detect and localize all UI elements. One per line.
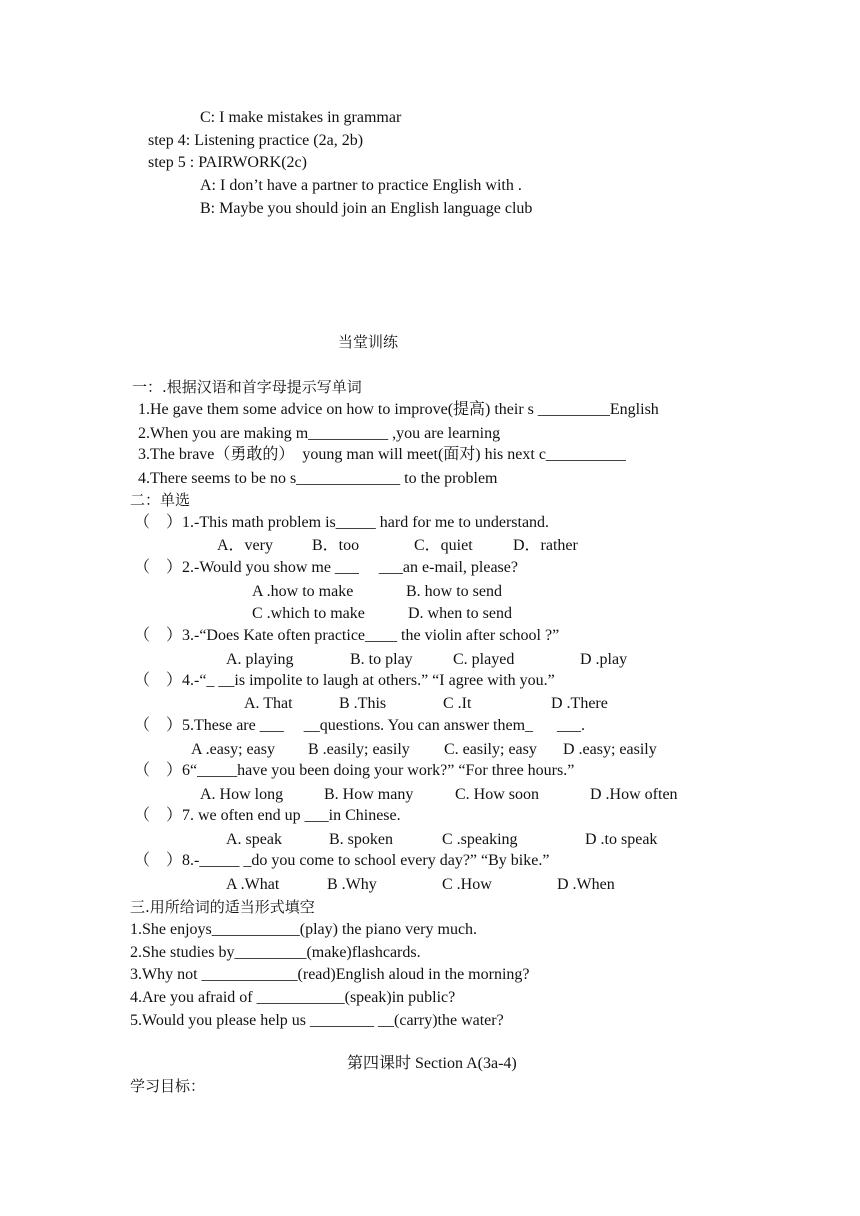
text-line: step 5 : PAIRWORK(2c) [148, 154, 307, 171]
part2-heading: 二：单选 [130, 491, 191, 509]
fill-item: 4.Are you afraid of ___________(speak)in public? [130, 989, 456, 1006]
mcq-option: A. playing [226, 651, 294, 668]
mcq-option: A. How long [200, 786, 284, 803]
mcq-option: B .This [339, 695, 387, 712]
fill-item: 2.She studies by_________(make)flashcards. [130, 944, 421, 961]
mcq-option: C .It [443, 695, 472, 712]
lesson-title: 第四课时 Section A(3a-4) [347, 1055, 517, 1072]
mcq-option: C. played [453, 651, 515, 668]
question-line: 1.He gave them some advice on how to improve(提高) their s _________English [138, 401, 659, 418]
mcq-option: B. spoken [329, 831, 393, 848]
fill-item: 1.She enjoys___________(play) the piano very much. [130, 921, 478, 938]
mcq-option: D .easy; easily [563, 741, 657, 758]
mcq-option: D．rather [513, 537, 578, 554]
part3-heading: 三.用所给词的适当形式填空 [130, 898, 315, 916]
mcq-option: A. speak [226, 831, 282, 848]
mcq-option: A .easy; easy [191, 741, 275, 758]
mcq-option: C. easily; easy [444, 741, 537, 758]
question-line: 4.There seems to be no s_____________ to the problem [138, 470, 498, 487]
section-title: 当堂训练 [338, 333, 399, 351]
text-line: B: Maybe you should join an English language club [200, 200, 533, 217]
mcq-option: D .play [580, 651, 628, 668]
mcq-stem: （ ）5.These are ___ __questions. You can answer them_ ___. [134, 717, 586, 734]
mcq-option: B. How many [324, 786, 414, 803]
mcq-option: C .speaking [442, 831, 518, 848]
mcq-option: A．very [217, 537, 273, 554]
mcq-option: C. How soon [455, 786, 540, 803]
fill-item: 3.Why not ____________(read)English aloud in the morning? [130, 966, 530, 983]
objectives-label: 学习目标： [130, 1077, 206, 1095]
mcq-stem: （ ）2.-Would you show me ___ ___an e-mail, please? [134, 559, 518, 576]
mcq-stem: （ ）7. we often end up ___in Chinese. [134, 807, 401, 824]
mcq-option: B .easily; easily [308, 741, 410, 758]
fill-item: 5.Would you please help us ________ __(carry)the water? [130, 1012, 504, 1029]
mcq-stem: （ ）3.-“Does Kate often practice____ the violin after school ?” [134, 627, 560, 644]
mcq-option: A .how to make [252, 583, 354, 600]
text-line: step 4: Listening practice (2a, 2b) [148, 132, 364, 149]
mcq-stem: （ ）1.-This math problem is_____ hard for me to understand. [134, 514, 550, 531]
mcq-stem: （ ）6“_____have you been doing your work?” “For three hours.” [134, 762, 575, 779]
mcq-option: D .There [551, 695, 608, 712]
part1-heading: 一：.根据汉语和首字母提示写单词 [132, 378, 362, 396]
mcq-option: D .When [557, 876, 615, 893]
text-line: A: I don’t have a partner to practice English with . [200, 177, 522, 194]
text-line: C: I make mistakes in grammar [200, 109, 402, 126]
mcq-stem: （ ）4.-“_ __is impolite to laugh at others.” “I agree with you.” [134, 672, 555, 689]
mcq-option: B .Why [327, 876, 377, 893]
question-line: 2.When you are making m__________ ,you are learning [138, 425, 501, 442]
question-line: 3.The brave（勇敢的） young man will meet(面对) his next c__________ [138, 446, 626, 463]
mcq-option: B．too [312, 537, 360, 554]
mcq-option: C．quiet [414, 537, 473, 554]
mcq-option: D .How often [590, 786, 678, 803]
mcq-option: A. That [244, 695, 293, 712]
mcq-option: C .which to make [252, 605, 365, 622]
mcq-option: D. when to send [408, 605, 512, 622]
mcq-stem: （ ）8.-_____ _do you come to school every day?” “By bike.” [134, 852, 550, 869]
mcq-option: D .to speak [585, 831, 658, 848]
mcq-option: B. how to send [406, 583, 502, 600]
mcq-option: C .How [442, 876, 492, 893]
mcq-option: A .What [226, 876, 280, 893]
mcq-option: B. to play [350, 651, 413, 668]
